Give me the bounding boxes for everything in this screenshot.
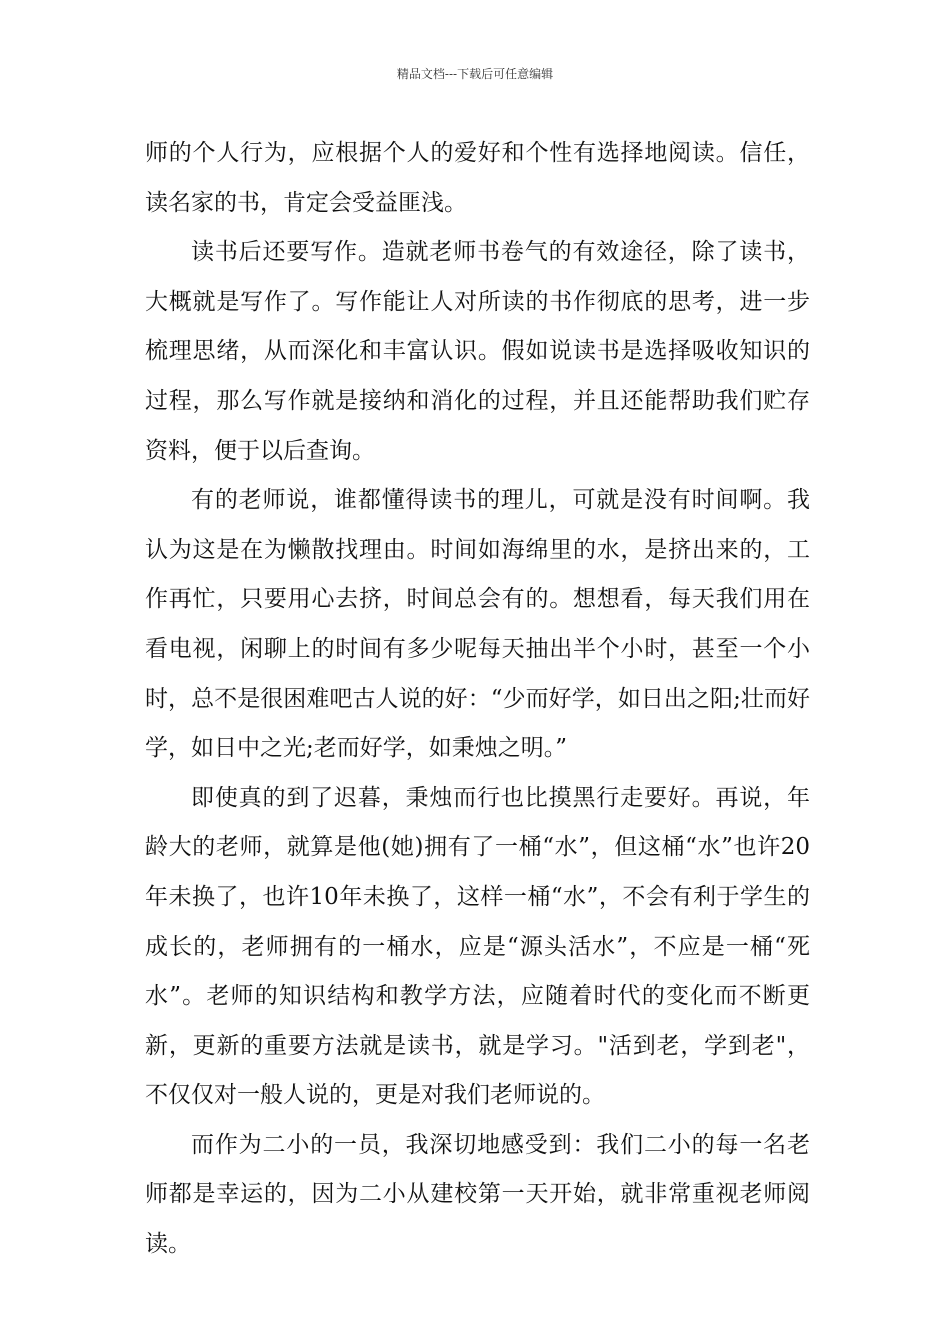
paragraph-time: 有的老师说，谁都懂得读书的理儿，可就是没有时间啊。我认为这是在为懒散找理由。时间如海绵里的水，是挤出来的，工作再忙，只要用心去挤，时间总会有的。想想看，每天我们用在看电视，闲聊上的时间有多少呢每天抽出半个小时，甚至一个小时，总不是很困难吧古人说的好：“少而好学，如日出之阳;壮而好学，如日中之光;老而好学，如秉烛之明。” bbox=[145, 487, 810, 762]
document-body bbox=[145, 129, 810, 1270]
paragraph-continuation: 师的个人行为，应根据个人的爱好和个性有选择地阅读。信任，读名家的书，肯定会受益匪浅。 bbox=[145, 140, 810, 216]
paragraph-school: 而作为二小的一员，我深切地感受到：我们二小的每一名老师都是幸运的，因为二小从建校第一天开始，就非常重视老师阅读。 bbox=[145, 1131, 810, 1258]
paragraph-lifelong-learning: 即使真的到了迟暮，秉烛而行也比摸黑行走要好。再说，年龄大的老师，就算是他(她)拥有了一桶“水”，但这桶“水”也许20年未换了，也许10年未换了，这样一桶“水”，不会有利于学生的成长的，老师拥有的一桶水，应是“源头活水”，不应是一桶“死水”。老师的知识结构和教学方法，应随着时代的变化而不断更新，更新的重要方法就是读书，就是学习。"活到老，学到老"，不仅仅对一般人说的，更是对我们老师说的。 bbox=[145, 784, 810, 1109]
paragraph-writing: 读书后还要写作。造就老师书卷气的有效途径，除了读书，大概就是写作了。写作能让人对所读的书作彻底的思考，进一步梳理思绪，从而深化和丰富认识。假如说读书是选择吸收知识的过程，那么写作就是接纳和消化的过程，并且还能帮助我们贮存资料，便于以后查询。 bbox=[145, 239, 810, 464]
page-header: 精品文档---下载后可任意编辑 bbox=[396, 67, 554, 81]
